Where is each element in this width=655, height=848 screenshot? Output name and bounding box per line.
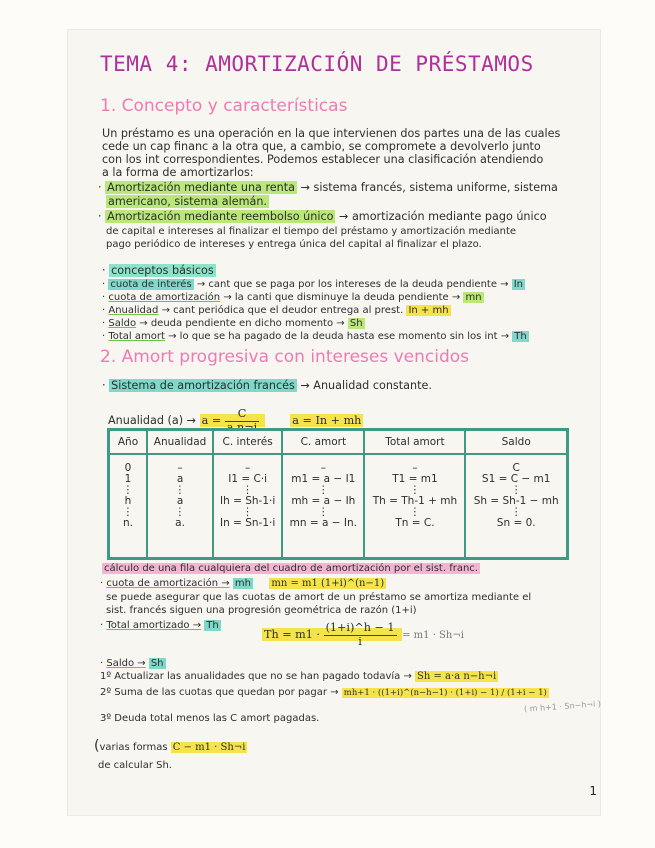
cell: I1 = C·i: [228, 473, 268, 485]
cell: T1 = m1: [392, 473, 438, 485]
cell: Tn = C.: [395, 517, 435, 529]
calc-item1-text-1: se puede asegurar que las cuotas de amort de un préstamo se amortiza mediante el: [106, 592, 532, 603]
cell: Sh = Sh-1 − mh: [473, 495, 559, 507]
cell: –: [245, 462, 251, 474]
cell: ⋮: [122, 484, 134, 496]
amortization-table: [107, 428, 569, 560]
calc-item1-term: cuota de amortización →: [106, 578, 230, 589]
concept-sym: Th: [514, 331, 527, 342]
col-total-amort: [364, 454, 465, 559]
cell: ⋮: [174, 484, 186, 496]
bullet-renta-line2-wrap: [106, 196, 269, 209]
total-amort-fraction: [324, 622, 397, 648]
section2-heading: 2. Amort progresiva con intereses vencidos: [100, 347, 470, 367]
annuity-formula: [200, 407, 265, 434]
cell: a: [176, 495, 184, 507]
concept-term: Total amort: [108, 331, 165, 342]
col-header: Saldo: [465, 430, 567, 455]
col-anualidad: [147, 454, 213, 559]
cell: Sn = 0.: [496, 517, 536, 529]
calc-item-1: · cuota de amortización → mh mn = m1 (1+i)^(n−1): [100, 578, 385, 589]
step-formula: mh+1 · ((1+i)^(n−h−1) · (1+i) − 1) / (1+i − 1): [343, 688, 547, 698]
calc-title: cálculo de una fila cualquiera del cuadro de amortización por el sist. franc.: [104, 563, 478, 574]
fraction-num: (1+i)^h − 1: [325, 621, 395, 634]
calc-item2-term: Total amortizado →: [106, 620, 202, 631]
cell: ⋮: [122, 506, 134, 518]
section1-heading: 1. Concepto y características: [100, 96, 348, 116]
col-header: C. interés: [213, 430, 282, 455]
cell: –: [412, 462, 418, 474]
saldo-step-1: [100, 671, 498, 684]
concept-total-amort: · Total amort → lo que se ha pagado de la deuda hasta ese momento sin los int → Th: [102, 331, 527, 342]
page-number: 1: [589, 784, 597, 798]
saldo-step-2: [100, 687, 549, 700]
step-text: 1º Actualizar las anualidades que no se han pagado todavía →: [100, 671, 412, 682]
total-amort-formula-box: [262, 621, 402, 648]
calc-item1-text-2: sist. francés siguen una progresión geométrica de razón (1+i): [106, 605, 417, 616]
col-amort: [282, 454, 364, 559]
concept-sym: In: [513, 279, 524, 290]
cell: 0: [124, 462, 132, 474]
fraction-den: i: [358, 634, 362, 648]
concept-sym: In + mh: [408, 305, 449, 316]
cell: ⋮: [510, 484, 522, 496]
concept-sym: mn: [465, 292, 482, 303]
concept-desc: → cant que se paga por los intereses de la deuda pendiente →: [196, 279, 509, 290]
saldo-step-3: 3º Deuda total menos las C amort pagadas.: [100, 713, 320, 724]
concept-sym: Sh: [349, 318, 363, 329]
col-header: C. amort: [282, 430, 364, 455]
cell: C: [512, 462, 520, 474]
cell: Ih = Sh-1·i: [220, 495, 276, 507]
cell: –: [320, 462, 326, 474]
col-header: Total amort: [364, 430, 465, 455]
concept-term: cuota de interés: [110, 279, 192, 290]
bullet-reembolso-desc: → amortización mediante pago único: [339, 210, 547, 223]
system-label: Sistema de amortización francés: [111, 379, 295, 392]
bullet-renta-label: Amortización mediante una renta: [107, 181, 296, 194]
final-text-1: varias formas: [99, 742, 168, 753]
cell: n.: [123, 517, 133, 529]
final-text-2: de calcular Sh.: [98, 760, 172, 771]
annuity-lhs: a =: [201, 414, 222, 428]
concept-term: Saldo: [108, 318, 137, 329]
cell: ⋮: [242, 484, 253, 496]
concept-desc: → deuda pendiente en dicho momento →: [139, 318, 345, 329]
system-desc: → Anualidad constante.: [300, 379, 432, 392]
cell: ⋮: [242, 506, 253, 518]
cell: a: [176, 473, 184, 485]
concepts-title: conceptos básicos: [111, 264, 214, 277]
system-line: · Sistema de amortización francés → Anualidad constante.: [102, 379, 432, 392]
intro-line-4: a la forma de amortizarlos:: [102, 166, 254, 179]
calc-item2-sym: Th: [206, 620, 219, 631]
formula-lhs: Th = m1 ·: [264, 628, 320, 642]
bullet-renta: · Amortización mediante una renta → sistema francés, sistema uniforme, sistema: [98, 181, 558, 194]
step-formula: Sh = a·a n−h¬i: [417, 671, 497, 682]
bullet-reembolso: · Amortización mediante reembolso único → amortización mediante pago único: [98, 210, 547, 223]
concept-desc: → lo que se ha pagado de la deuda hasta ese momento sin los int →: [168, 331, 510, 342]
concepts-title-wrap: · conceptos básicos: [102, 264, 214, 277]
annuity-den: a n¬i: [226, 420, 258, 434]
cell: ⋮: [409, 484, 421, 496]
cell: ⋮: [318, 506, 329, 518]
concept-term: Anualidad: [108, 305, 159, 316]
annuity-num: C: [225, 408, 259, 422]
total-amort-alt: = m1 · Sh¬i: [402, 630, 464, 642]
concept-desc: → cant periódica que el deudor entrega al prest.: [161, 305, 404, 316]
cell: ⋮: [174, 506, 186, 518]
col-interes: [213, 454, 282, 559]
intro-line-3: con los int correspondientes. Podemos establecer una clasificación atendiendo: [102, 153, 544, 166]
calc-item1-formula: mn = m1 (1+i)^(n−1): [271, 578, 385, 589]
col-header: Año: [109, 430, 148, 455]
table-row: [109, 454, 568, 559]
concept-cuota-interes: · cuota de interés → cant que se paga por los intereses de la deuda pendiente → In: [102, 279, 524, 290]
col-header: Anualidad: [147, 430, 213, 455]
table-header-row: [109, 430, 568, 455]
bullet-reembolso-line2: de capital e intereses al finalizar el tiempo del préstamo y amortización mediante: [106, 226, 517, 237]
cell: In = Sn-1·i: [220, 517, 276, 529]
step-text: 2º Suma de las cuotas que quedan por pagar →: [100, 687, 339, 698]
concept-term: cuota de amortización: [108, 292, 221, 303]
cell: –: [177, 462, 183, 474]
cell: mn = a − In.: [289, 517, 357, 529]
intro-line-1: Un préstamo es una operación en la que intervienen dos partes una de las cuales: [102, 127, 561, 140]
bullet-reembolso-line3: pago periódico de intereses y entrega única del capital al finalizar el plazo.: [106, 239, 482, 250]
bullet-renta-line2: americano, sistema alemán.: [108, 195, 267, 208]
cell: ⋮: [409, 506, 421, 518]
cell: ⋮: [318, 484, 329, 496]
col-saldo: [465, 454, 567, 559]
calc-item1-sym: mh: [234, 578, 251, 589]
cell: Th = Th-1 + mh: [372, 495, 458, 507]
intro-line-2: cede un cap financ a la otra que, a cambio, se compromete a devolverlo junto: [102, 140, 541, 153]
cell: h: [124, 495, 132, 507]
cell: a.: [175, 517, 185, 529]
calc-item-2: · Total amortizado → Th: [100, 620, 219, 631]
col-year: [109, 454, 148, 559]
concept-saldo: · Saldo → deuda pendiente en dicho momento → Sh: [102, 318, 363, 329]
concept-cuota-amort: · cuota de amortización → la canti que disminuye la deuda pendiente → mn: [102, 292, 482, 303]
cell: ⋮: [510, 506, 522, 518]
annuity-label: Anualidad (a) →: [108, 414, 197, 428]
calc-title-wrap: [102, 563, 480, 576]
total-amort-formula: [262, 622, 464, 648]
bullet-renta-desc: → sistema francés, sistema uniforme, sistema: [300, 181, 558, 194]
concept-desc: → la canti que disminuye la deuda pendiente →: [223, 292, 461, 303]
final-line-1: (varias formas C − m1 · Sh¬i: [94, 738, 246, 754]
cell: m1 = a − I1: [291, 473, 356, 485]
final-formula: C − m1 · Sh¬i: [172, 742, 246, 753]
cell: S1 = C − m1: [481, 473, 551, 485]
side-note: ( m h+1 · Sn−h¬i ): [523, 699, 602, 714]
bullet-reembolso-label: Amortización mediante reembolso único: [107, 210, 334, 223]
cell: mh = a − Ih: [291, 495, 356, 507]
annuity-formula-2: a = In + mh: [292, 414, 362, 428]
saldo-sym: Sh: [150, 658, 164, 669]
saldo-line: · Saldo → Sh: [100, 658, 164, 669]
saldo-term: Saldo →: [106, 658, 146, 669]
cell: 1: [124, 473, 132, 485]
page-title: TEMA 4: AMORTIZACIÓN DE PRÉSTAMOS: [100, 52, 534, 76]
concept-anualidad: · Anualidad → cant periódica que el deudor entrega al prest. In + mh: [102, 305, 449, 316]
